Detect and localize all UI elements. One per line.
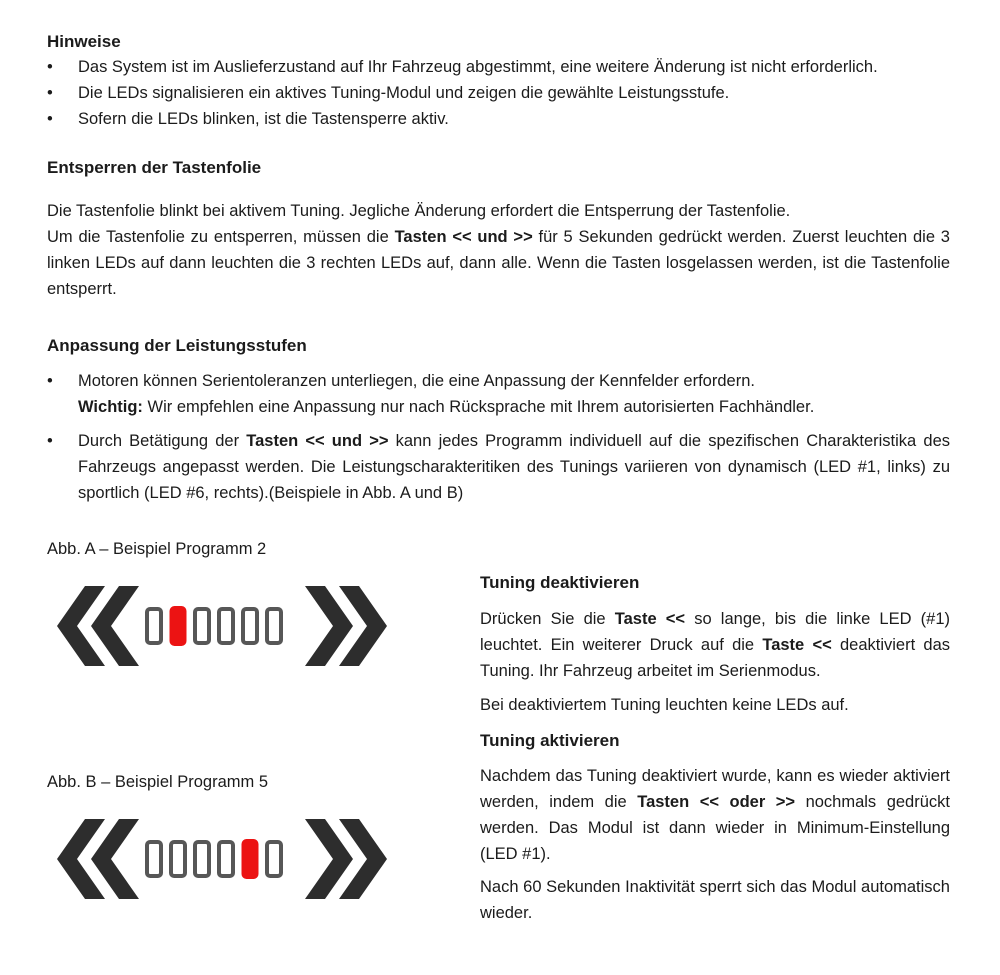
led-indicator — [219, 609, 233, 643]
figure-a-caption: Abb. A – Beispiel Programm 2 — [47, 540, 267, 558]
entsperren-paragraph-1: Die Tastenfolie blinkt bei aktivem Tuning. Jegliche Änderung erfordert die Entsperrung der Tastenfolie. — [47, 202, 791, 220]
list-item — [47, 368, 950, 420]
list-item — [47, 54, 950, 80]
instructions-column — [480, 536, 950, 926]
list-item — [47, 428, 950, 506]
list-item — [47, 80, 950, 106]
entsperren-paragraph-2: Um die Tastenfolie zu entsperren, müssen die Tasten << und >> für 5 Sekunden gedrückt werden. Zuerst leuchten die 3 linken LEDs auf dann leuchten die 3 rechten LEDs auf, dann alle. Wenn die Tasten losgelassen werden, ist die Tastenfolie entsperrt. — [47, 228, 950, 298]
led-indicator — [243, 609, 257, 643]
anpassung-bullet-1-line-1: Motoren können Serientoleranzen unterliegen, die eine Anpassung der Kennfelder erfordern. — [78, 372, 755, 390]
bullet-marker: • — [47, 432, 53, 450]
anpassung-list — [47, 368, 950, 506]
hinweise-bullet-1: Das System ist im Auslieferzustand auf Ihr Fahrzeug abgestimmt, eine weitere Änderung ist nicht erforderlich. — [78, 58, 878, 76]
deaktivieren-paragraph-2: Bei deaktiviertem Tuning leuchten keine LEDs auf. — [480, 696, 849, 714]
led-indicator — [147, 609, 161, 643]
led-indicator-active — [170, 606, 187, 646]
subsection-title-deaktivieren: Tuning deaktivieren — [480, 573, 640, 592]
led-indicator — [267, 609, 281, 643]
bullet-marker: • — [47, 110, 53, 128]
led-indicator — [267, 842, 281, 876]
list-item — [47, 106, 950, 132]
chevron-left-icon — [91, 819, 139, 899]
entsperren-paragraphs — [47, 198, 950, 302]
figures-and-instructions — [47, 536, 950, 926]
hinweise-bullet-2: Die LEDs signalisieren ein aktives Tuning-Modul und zeigen die gewählte Leistungsstufe. — [78, 84, 730, 102]
anpassung-bullet-2: Durch Betätigung der Tasten << und >> kann jedes Programm individuell auf die spezifischen Charakteristika des Fahrzeugs angepasst werden. Die Leistungscharakteritiken des Tunings variieren von dynamisch (LED #1, links) zu sportlich (LED #6, rechts).(Beispiele in Abb. A und B) — [78, 432, 950, 502]
chevron-right-icon — [305, 586, 353, 666]
figure-a-graphic — [57, 586, 387, 666]
led-indicator — [195, 609, 209, 643]
led-indicator-active — [242, 839, 259, 879]
led-indicator — [195, 842, 209, 876]
section-title-anpassung: Anpassung der Leistungsstufen — [47, 336, 307, 355]
led-indicator — [219, 842, 233, 876]
chevron-left-icon — [91, 586, 139, 666]
bullet-marker: • — [47, 372, 53, 390]
deaktivieren-paragraph-1: Drücken Sie die Taste << so lange, bis die linke LED (#1) leuchtet. Ein weiterer Druck auf die Taste << deaktiviert das Tuning. Ihr Fahrzeug arbeitet im Serienmodus. — [480, 610, 951, 680]
figure-b-graphic — [57, 819, 387, 899]
led-indicator — [171, 842, 185, 876]
chevron-right-icon — [305, 819, 353, 899]
aktivieren-paragraph-2: Nach 60 Sekunden Inaktivität sperrt sich das Modul automatisch wieder. — [480, 878, 950, 922]
section-title-entsperren: Entsperren der Tastenfolie — [47, 158, 262, 177]
hinweise-bullet-3: Sofern die LEDs blinken, ist die Tastensperre aktiv. — [78, 110, 449, 128]
subsection-title-aktivieren: Tuning aktivieren — [480, 731, 620, 750]
bullet-marker: • — [47, 84, 53, 102]
anpassung-bullet-1-line-2: Wichtig: Wir empfehlen eine Anpassung nur nach Rücksprache mit Ihrem autorisierten Fachhändler. — [78, 398, 815, 416]
bullet-marker: • — [47, 58, 53, 76]
section-title-hinweise: Hinweise — [47, 32, 121, 51]
anpassung-bullet-1 — [78, 368, 950, 420]
figures-column — [47, 536, 480, 926]
led-indicator — [147, 842, 161, 876]
hinweise-list — [47, 54, 950, 132]
figure-b-caption: Abb. B – Beispiel Programm 5 — [47, 773, 269, 791]
aktivieren-paragraph-1: Nachdem das Tuning deaktiviert wurde, kann es wieder aktiviert werden, indem die Tasten << oder >> nochmals gedrückt werden. Das Modul ist dann wieder in Minimum-Einstellung (LED #1). — [480, 767, 950, 863]
